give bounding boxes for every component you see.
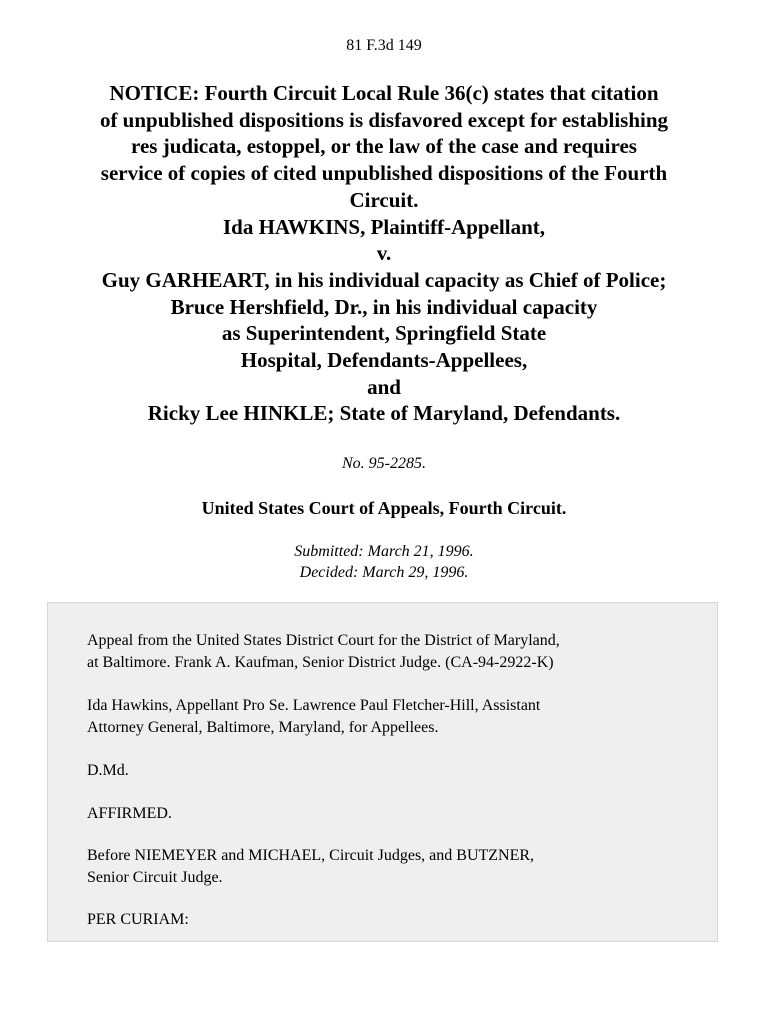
and-line: and [367,374,401,399]
counsel-paragraph: Ida Hawkins, Appellant Pro Se. Lawrence Paul Fletcher-Hill, Assistant Attorney General, Baltimore, Maryland, for Appellees. [87,697,541,736]
defendant-line: Bruce Hershfield, Dr., in his individual capacity [170,294,598,319]
court-name: United States Court of Appeals, Fourth Circuit. [201,498,567,518]
notice-line: res judicata, estoppel, or the law of the case and requires [131,134,637,159]
versus-line: v. [376,241,392,266]
decided-date: Decided: March 29, 1996. [299,564,469,581]
district-abbreviation: D.Md. [87,762,129,779]
notice-line: service of copies of cited unpublished dispositions of the Fourth [100,161,668,186]
panel-paragraph: Before NIEMEYER and MICHAEL, Circuit Judges, and BUTZNER, Senior Circuit Judge. [87,847,535,886]
disposition: AFFIRMED. [87,805,172,822]
defendant-line: Hospital, Defendants-Appellees, [240,348,528,373]
defendant-line: as Superintendent, Springfield State [221,321,547,346]
notice-line: NOTICE: Fourth Circuit Local Rule 36(c) states that citation [109,81,659,105]
submitted-date: Submitted: March 21, 1996. [294,543,474,560]
notice-line: Circuit. [349,187,419,212]
case-heading [40,80,728,427]
reporter-citation: 81 F.3d 149 [346,37,422,54]
per-curiam: PER CURIAM: [87,911,189,928]
defendant-line: Guy GARHEART, in his individual capacity as Chief of Police; [101,267,667,292]
appeal-paragraph: Appeal from the United States District Court for the District of Maryland, at Baltimore. Frank A. Kaufman, Senior District Judge. (CA-94-2922-K) [87,632,560,671]
plaintiff-line: Ida HAWKINS, Plaintiff-Appellant, [222,214,546,239]
docket-number: No. 95-2285. [342,455,426,472]
defendant-line: Ricky Lee HINKLE; State of Maryland, Defendants. [147,401,621,426]
notice-line: of unpublished dispositions is disfavored except for establishing [99,107,669,132]
decision-dates [0,541,768,583]
case-summary-box [47,602,718,942]
